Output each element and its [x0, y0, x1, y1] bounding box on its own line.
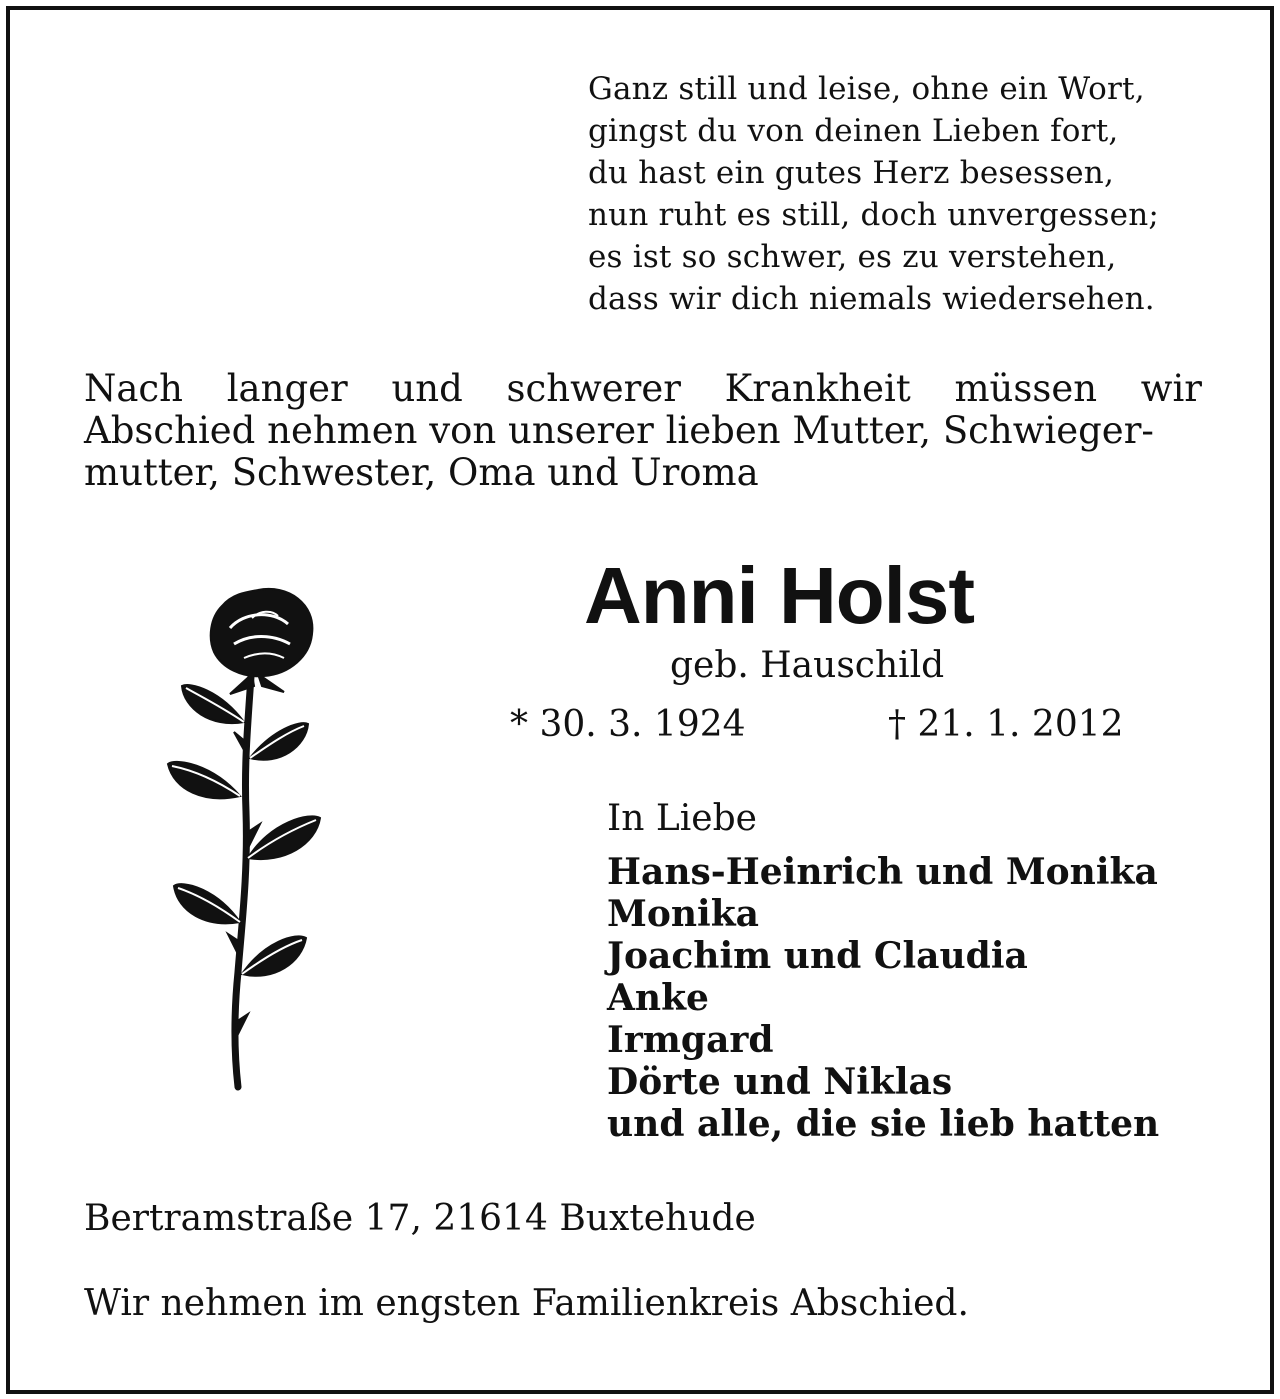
- signature-intro: In Liebe: [607, 798, 757, 839]
- mourner-name: Irmgard: [607, 1019, 774, 1061]
- mourners-list: [607, 851, 1159, 1145]
- mourner-name: Dörte und Niklas: [607, 1061, 953, 1103]
- announcement-line: Abschied nehmen von unserer lieben Mutter, Schwieger-: [84, 409, 1154, 452]
- closing-note: Wir nehmen im engsten Familienkreis Abschied.: [84, 1283, 969, 1324]
- announcement-line: Nach langer und schwerer Krankheit müssen wir: [84, 367, 1202, 410]
- birth-date: * 30. 3. 1924: [510, 704, 746, 745]
- poem-line: Ganz still und leise, ohne ein Wort,: [588, 71, 1145, 107]
- mourner-name: Joachim und Claudia: [607, 935, 1028, 977]
- mourner-name: und alle, die sie lieb hatten: [607, 1103, 1160, 1145]
- poem: [588, 68, 1228, 320]
- maiden-name: geb. Hauschild: [670, 645, 945, 686]
- address: Bertramstraße 17, 21614 Buxtehude: [84, 1198, 756, 1239]
- poem-line: dass wir dich niemals wiedersehen.: [588, 281, 1155, 317]
- announcement-text: [84, 368, 1202, 494]
- poem-line: es ist so schwer, es zu verstehen,: [588, 239, 1117, 275]
- mourner-name: Anke: [607, 977, 709, 1019]
- rose-icon: [160, 582, 340, 1102]
- poem-line: du hast ein gutes Herz besessen,: [588, 155, 1114, 191]
- deceased-name: Anni Holst: [584, 551, 974, 640]
- mourner-name: Hans-Heinrich und Monika: [607, 851, 1158, 893]
- poem-line: nun ruht es still, doch unvergessen;: [588, 197, 1159, 233]
- mourner-name: Monika: [607, 893, 759, 935]
- announcement-line: mutter, Schwester, Oma und Uroma: [84, 451, 759, 494]
- death-date: † 21. 1. 2012: [888, 704, 1124, 745]
- poem-line: gingst du von deinen Lieben fort,: [588, 113, 1119, 149]
